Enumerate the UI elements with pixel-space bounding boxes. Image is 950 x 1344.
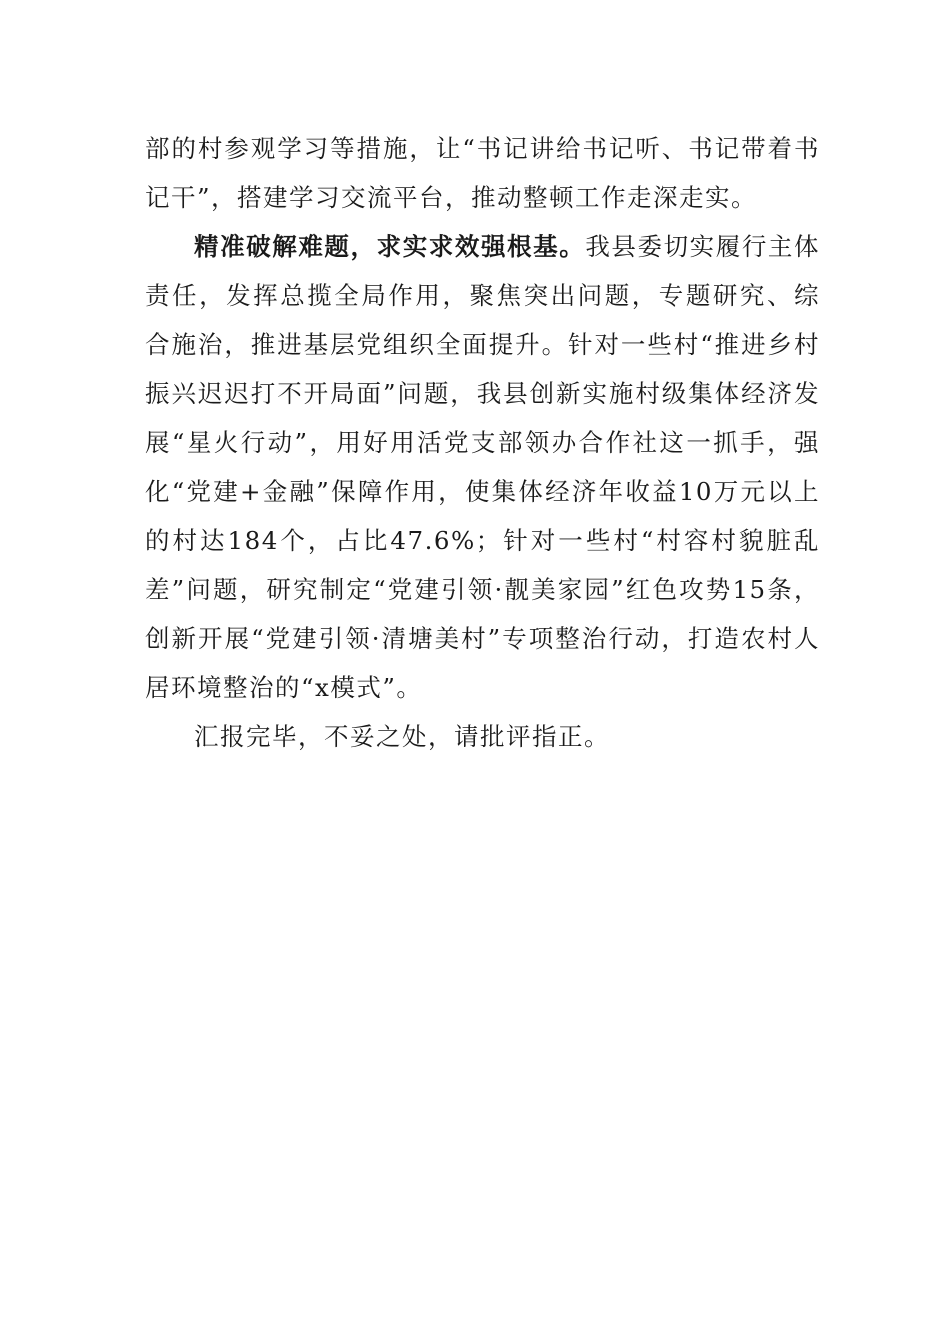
document-body [145,124,820,761]
section-body-text: 我县委切实履行主体责任，发挥总揽全局作用，聚焦突出问题，专题研究、综合施治，推进基层党组织全面提升。针对一些村“推进乡村振兴迟迟打不开局面”问题，我县创新实施村级集体经济发展“星火行动”，用好用活党支部领办合作社这一抓手，强化“党建+金融”保障作用，使集体经济年收益10万元以上的村达184个，占比47.6%；针对一些村“村容村貌脏乱差”问题，研究制定“党建引领·靓美家园”红色攻势15条，创新开展“党建引领·清塘美村”专项整治行动，打造农村人居环境整治的“x模式”。 [145,232,821,702]
section-lead-heading: 精准破解难题，求实求效强根基。 [194,232,586,261]
closing-paragraph: 汇报完毕，不妥之处，请批评指正。 [194,722,610,751]
continuation-paragraph: 部的村参观学习等措施，让“书记讲给书记听、书记带着书记干”，搭建学习交流平台，推动整顿工作走深走实。 [145,134,820,212]
section-paragraph [145,222,820,712]
